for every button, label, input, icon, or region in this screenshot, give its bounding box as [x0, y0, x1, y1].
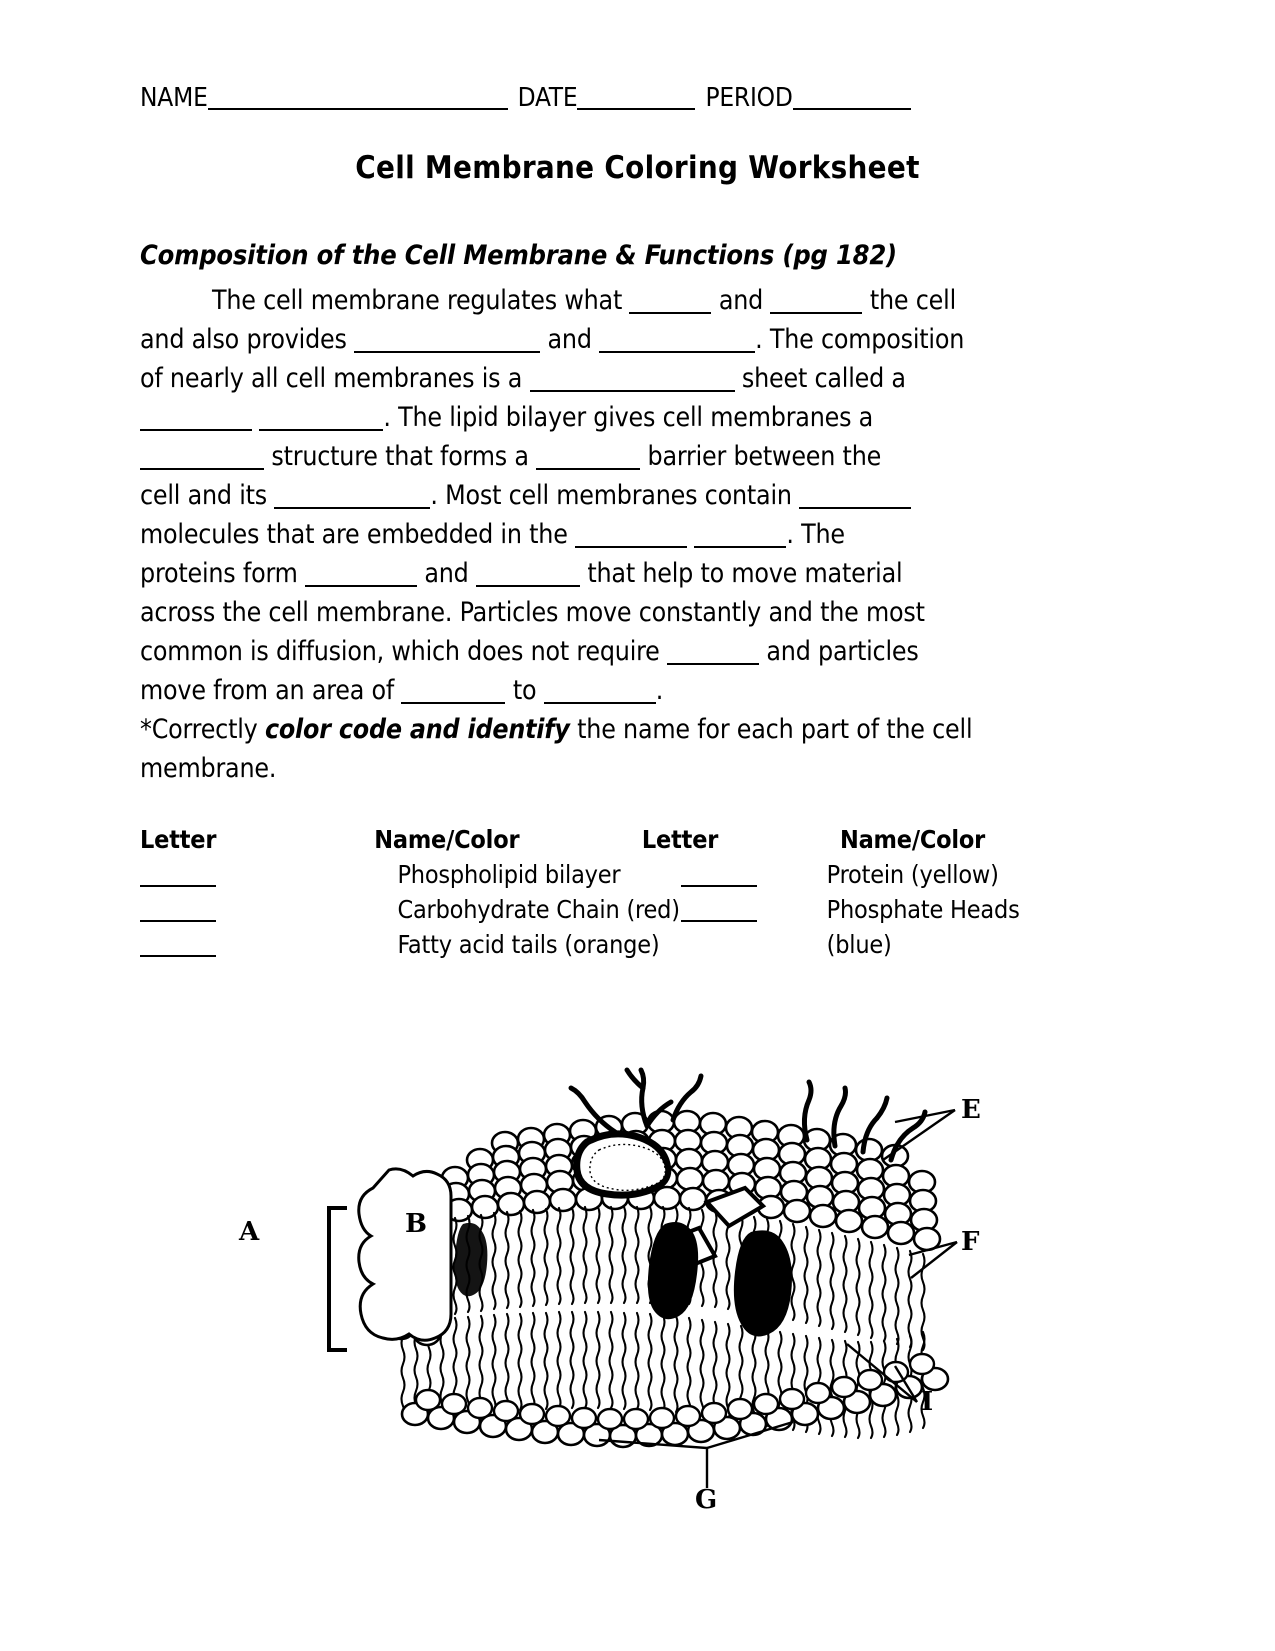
blank-field[interactable]	[536, 448, 640, 470]
blank-field[interactable]	[354, 331, 540, 353]
text-run: and also provides	[140, 324, 347, 355]
blank-field[interactable]	[629, 292, 711, 314]
text-run: structure that forms a	[271, 441, 529, 472]
blank-field[interactable]	[799, 487, 911, 509]
text-run: across the cell membrane. Particles move constantly and the most	[140, 597, 925, 628]
paragraph-line	[140, 437, 1070, 476]
text-run: . The lipid bilayer gives cell membranes a	[383, 402, 874, 433]
name-color-cell: Phosphate Heads (blue)	[826, 895, 1020, 959]
letter-blank-cell[interactable]	[681, 892, 827, 927]
letter-blank-placeholder	[681, 938, 757, 957]
name-color-cell: Protein (yellow)	[826, 860, 999, 889]
diagram-label-g: G	[695, 1485, 718, 1510]
table-header-row	[140, 822, 1070, 857]
blank-field[interactable]	[259, 409, 383, 431]
name-color-cell: Carbohydrate Chain (red)	[397, 895, 680, 924]
text-run: . Most cell membranes contain	[430, 480, 792, 511]
paragraph-line	[140, 749, 1070, 788]
paragraph-line	[140, 554, 1070, 593]
membrane-drawing	[238, 1070, 981, 1510]
paragraph-line	[140, 515, 1070, 554]
name-input-rule[interactable]	[208, 108, 508, 110]
letter-blank[interactable]	[681, 901, 757, 922]
text-run: and particles	[766, 636, 919, 667]
embedded-protein-center	[577, 1134, 668, 1195]
diagram-label-i: I	[921, 1387, 934, 1417]
paragraph-line	[140, 359, 1070, 398]
blank-field[interactable]	[599, 331, 755, 353]
text-run: the name for each part of the cell	[577, 714, 973, 745]
text-run: the cell	[869, 285, 956, 316]
text-run: barrier between the	[647, 441, 882, 472]
blank-field[interactable]	[140, 409, 252, 431]
date-label: DATE	[517, 83, 578, 113]
column-header-name-color: Name/Color	[374, 825, 520, 854]
paragraph-line	[140, 476, 1070, 515]
text-run: that help to move material	[587, 558, 903, 589]
paragraph-line	[140, 398, 1070, 437]
letter-blank-cell[interactable]	[681, 857, 827, 892]
text-run: . The composition	[755, 324, 965, 355]
letter-blank-cell[interactable]	[140, 892, 290, 927]
date-input-rule[interactable]	[577, 108, 695, 110]
letter-blank[interactable]	[140, 901, 216, 922]
student-info-header	[140, 82, 1140, 114]
text-run: proteins form	[140, 558, 298, 589]
name-color-cell: Fatty acid tails (orange)	[397, 930, 660, 959]
name-color-cell: Phospholipid bilayer	[397, 860, 621, 889]
text-run: . The	[786, 519, 845, 550]
text-run: to	[512, 675, 537, 706]
blank-field[interactable]	[530, 370, 735, 392]
paragraph-line	[140, 320, 1070, 359]
blank-field[interactable]	[667, 643, 759, 665]
letter-blank[interactable]	[681, 866, 757, 887]
column-header-letter: Letter	[140, 825, 217, 854]
text-run: The cell membrane regulates what	[212, 285, 623, 316]
diagram-label-e: E	[961, 1095, 981, 1125]
column-header-name-color-2: Name/Color	[839, 825, 986, 854]
emphasis-run: color code and identify	[264, 714, 570, 745]
inner-surface-phosphate-heads	[388, 1317, 948, 1447]
blank-field[interactable]	[274, 487, 430, 509]
page-title: Cell Membrane Coloring Worksheet	[355, 150, 920, 186]
blank-field[interactable]	[544, 682, 656, 704]
diagram-label-b: B	[405, 1209, 427, 1239]
diagram-label-f: F	[961, 1227, 980, 1257]
paragraph-line	[140, 593, 1070, 632]
blank-field[interactable]	[476, 565, 580, 587]
bilayer-bracket-a	[329, 1208, 347, 1350]
color-key-table	[140, 822, 1070, 962]
letter-blank[interactable]	[140, 866, 216, 887]
blank-field[interactable]	[770, 292, 862, 314]
text-run: .	[655, 675, 664, 706]
column-header-letter-2: Letter	[641, 825, 719, 854]
text-run: move from an area of	[140, 675, 395, 706]
blank-field[interactable]	[575, 526, 687, 548]
transmembrane-protein-b	[359, 1169, 451, 1340]
table-row	[140, 857, 1070, 892]
blank-field[interactable]	[140, 448, 264, 470]
text-run: and	[718, 285, 764, 316]
blank-field[interactable]	[305, 565, 417, 587]
section-heading: Composition of the Cell Membrane & Functions (pg 182)	[140, 240, 897, 271]
letter-blank[interactable]	[140, 936, 216, 957]
text-run: of nearly all cell membranes is a	[140, 363, 523, 394]
text-run: and	[547, 324, 592, 355]
cell-membrane-diagram	[195, 1010, 1015, 1510]
paragraph-line	[140, 710, 1070, 749]
text-run: and	[424, 558, 469, 589]
name-label: NAME	[140, 83, 208, 113]
text-run: sheet called a	[741, 363, 906, 394]
text-run: cell and its	[140, 480, 268, 511]
period-label: PERIOD	[705, 83, 793, 113]
diagram-label-a: A	[239, 1217, 260, 1247]
letter-blank-cell-empty	[681, 927, 827, 962]
text-run: molecules that are embedded in the	[140, 519, 568, 550]
letter-blank-cell[interactable]	[140, 927, 290, 962]
blank-field[interactable]	[401, 682, 505, 704]
text-run: *Correctly	[140, 714, 258, 745]
paragraph-line	[140, 281, 1070, 320]
text-run: common is diffusion, which does not require	[140, 636, 660, 667]
fill-in-the-blank-paragraph	[140, 281, 1070, 788]
paragraph-line	[140, 671, 1070, 710]
text-run: membrane.	[140, 753, 277, 784]
letter-blank-cell[interactable]	[140, 857, 290, 892]
period-input-rule[interactable]	[793, 108, 911, 110]
paragraph-line	[140, 632, 1070, 671]
blank-field[interactable]	[694, 526, 786, 548]
